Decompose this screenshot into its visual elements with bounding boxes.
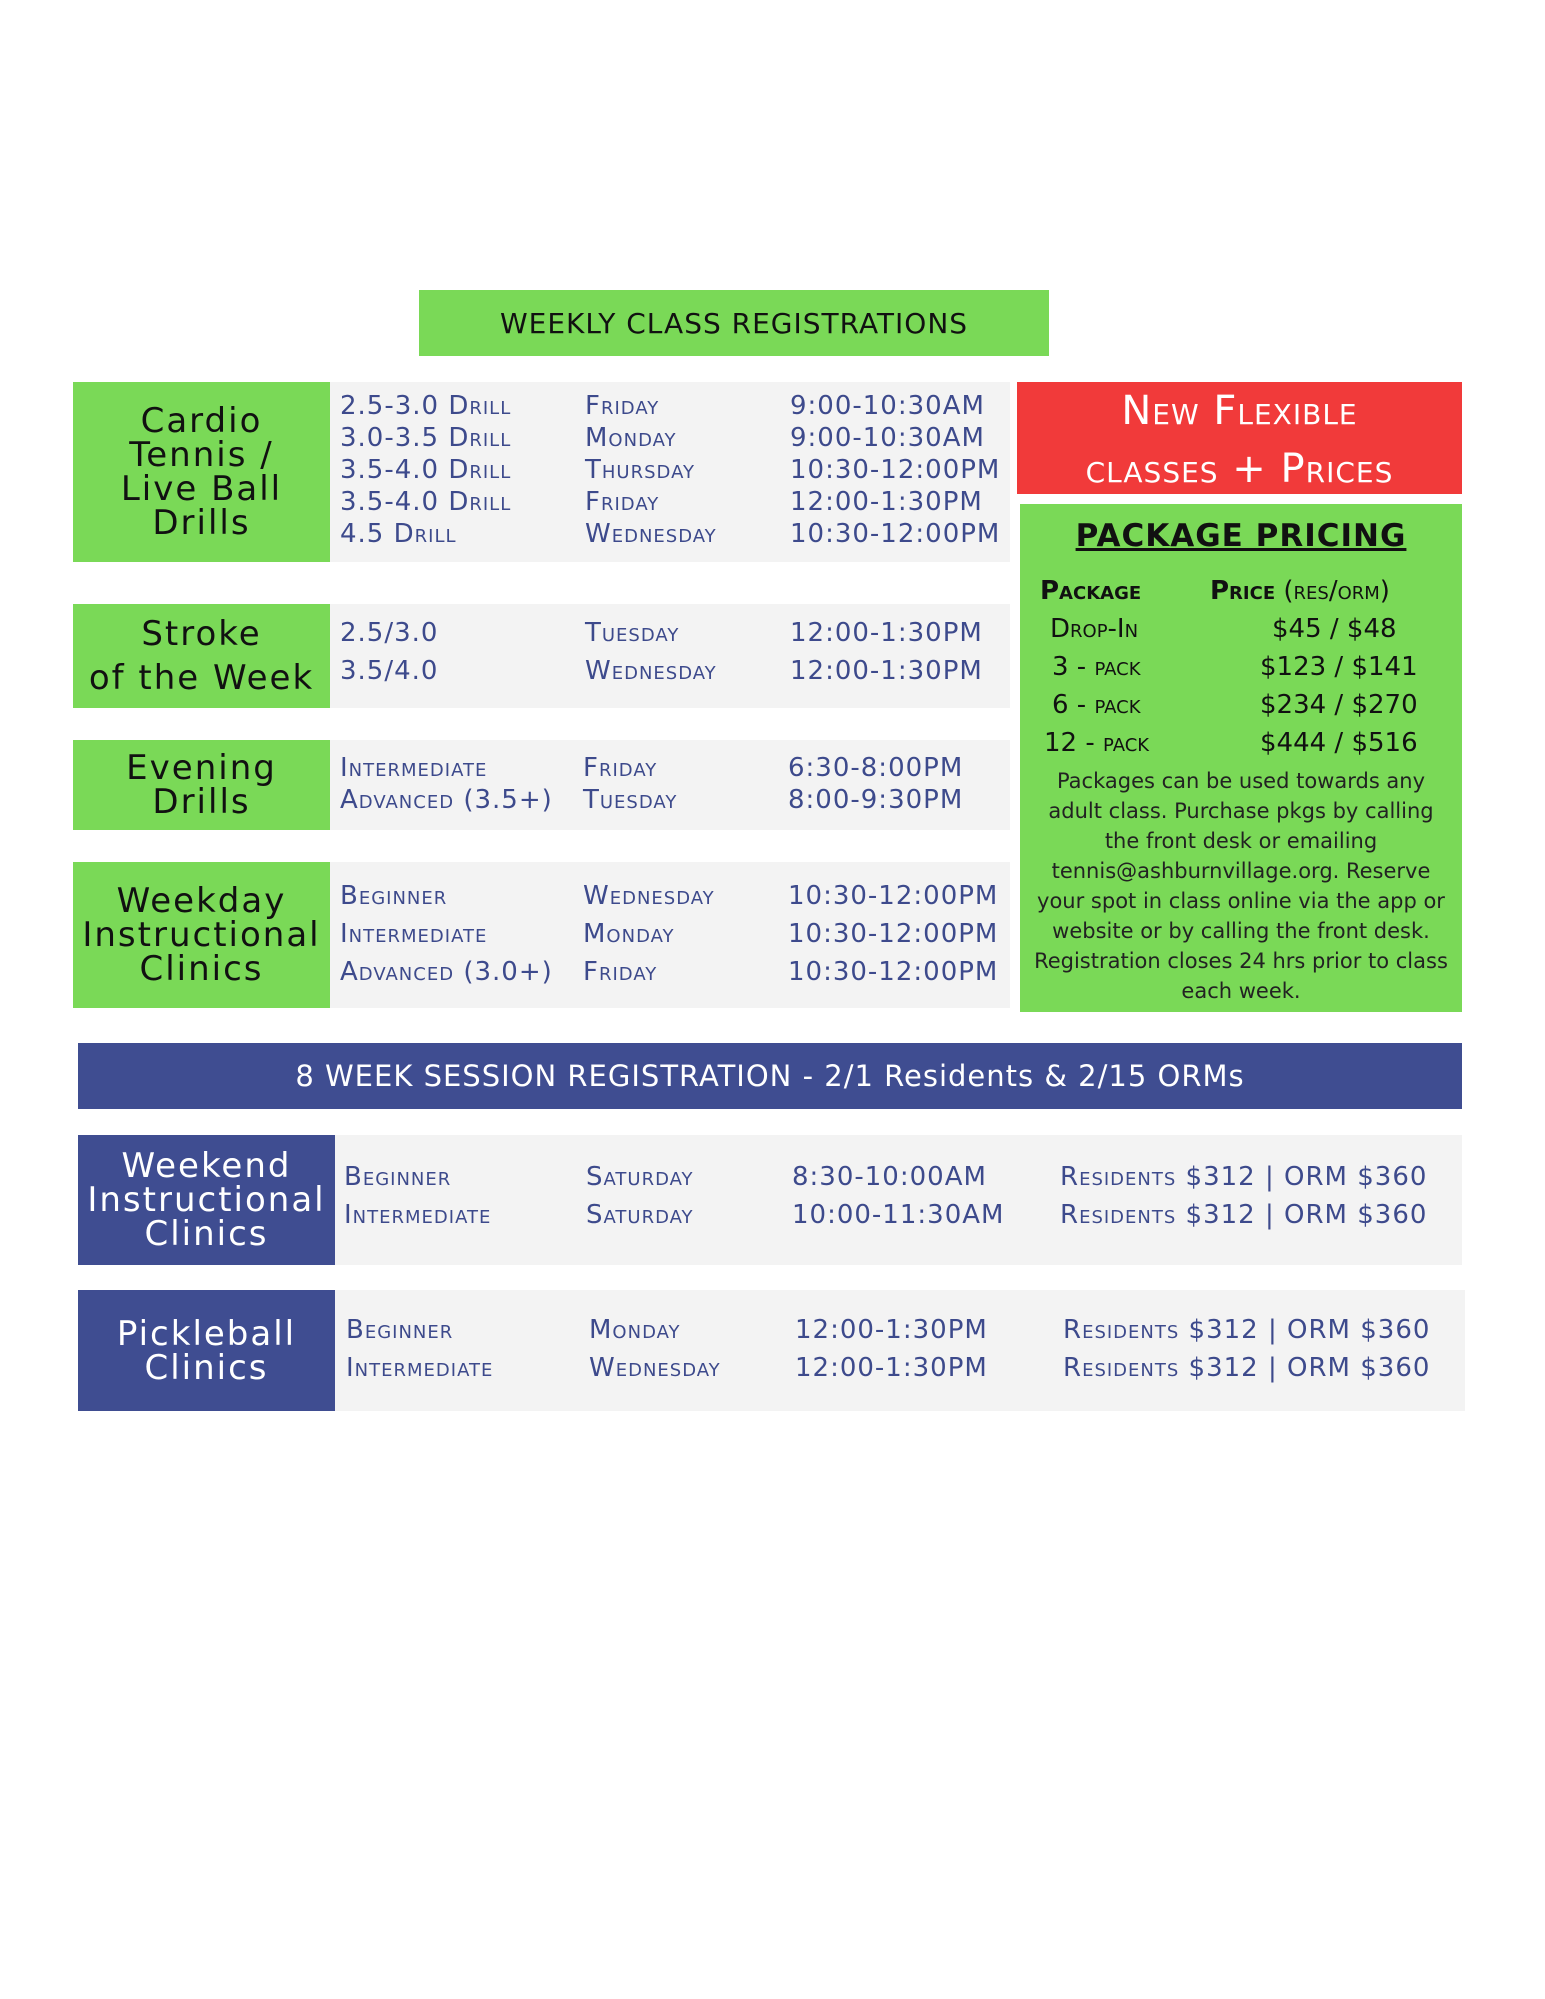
evening-time: 8:00-9:30PM (788, 785, 964, 815)
package-pricing-box (1020, 504, 1462, 1012)
weekday-day: Monday (583, 919, 675, 949)
weekday-level: Intermediate (340, 919, 488, 949)
weekend-label: Weekend Instructional Clinics (78, 1135, 335, 1265)
cardio-day: Thursday (585, 455, 695, 485)
cardio-label: Cardio Tennis / Live Ball Drills (73, 382, 330, 562)
cardio-time: 10:30-12:00PM (790, 519, 1001, 549)
stroke-day: Tuesday (585, 618, 680, 648)
pricing-package: Drop-In (1050, 614, 1139, 644)
weekend-price: Residents $312 | ORM $360 (1060, 1200, 1428, 1230)
weekly-registrations-banner: WEEKLY CLASS REGISTRATIONS (419, 290, 1049, 356)
cardio-time: 12:00-1:30PM (790, 487, 983, 517)
cardio-level: 2.5-3.0 Drill (340, 391, 512, 421)
pricing-package: 6 - pack (1052, 690, 1141, 720)
pickleball-level: Intermediate (346, 1353, 494, 1383)
pickleball-day: Monday (589, 1315, 681, 1345)
stroke-time: 12:00-1:30PM (790, 618, 983, 648)
cardio-day: Monday (585, 423, 677, 453)
evening-level: Intermediate (340, 753, 488, 783)
pricing-header-package: Package (1040, 576, 1142, 606)
pickleball-level: Beginner (346, 1315, 454, 1345)
stroke-level: 3.5/4.0 (340, 656, 439, 686)
pricing-package: 3 - pack (1052, 652, 1141, 682)
pickleball-label: Pickleball Clinics (78, 1290, 335, 1411)
weekday-level: Beginner (340, 881, 448, 911)
weekend-day: Saturday (586, 1200, 694, 1230)
stroke-day: Wednesday (585, 656, 717, 686)
weekday-day: Friday (583, 957, 658, 987)
pricing-price: $444 / $516 (1260, 728, 1418, 758)
pricing-package: 12 - pack (1044, 728, 1150, 758)
cardio-level: 4.5 Drill (340, 519, 457, 549)
pricing-price: $234 / $270 (1260, 690, 1418, 720)
stroke-time: 12:00-1:30PM (790, 656, 983, 686)
weekend-level: Beginner (344, 1162, 452, 1192)
weekend-time: 10:00-11:30AM (792, 1200, 1005, 1230)
cardio-level: 3.5-4.0 Drill (340, 455, 512, 485)
cardio-day: Friday (585, 391, 660, 421)
pricing-note: Packages can be used towards any adult class. Purchase pkgs by calling the front desk or emailing tennis@ashburnvillage.org. Reserve your spot in class online via the app or website or by calling the front desk. Registration closes 24 hrs prior to class each week. (1034, 769, 1448, 1003)
pickleball-price: Residents $312 | ORM $360 (1063, 1353, 1431, 1383)
pricing-header-price-label: Price (1210, 576, 1276, 606)
cardio-level: 3.0-3.5 Drill (340, 423, 512, 453)
cardio-time: 9:00-10:30AM (790, 391, 985, 421)
pickleball-section (335, 1290, 1465, 1411)
pricing-header-price-sub: (res/orm) (1283, 576, 1390, 606)
weekday-time: 10:30-12:00PM (788, 919, 999, 949)
cardio-day: Wednesday (585, 519, 717, 549)
cardio-time: 9:00-10:30AM (790, 423, 985, 453)
stroke-level: 2.5/3.0 (340, 618, 439, 648)
weekday-time: 10:30-12:00PM (788, 957, 999, 987)
cardio-level: 3.5-4.0 Drill (340, 487, 512, 517)
session-registration-banner: 8 WEEK SESSION REGISTRATION - 2/1 Residents & 2/15 ORMs (78, 1043, 1462, 1109)
pricing-price: $123 / $141 (1260, 652, 1418, 682)
weekend-level: Intermediate (344, 1200, 492, 1230)
weekday-label: Weekday Instructional Clinics (73, 862, 330, 1008)
evening-day: Friday (583, 753, 658, 783)
cardio-day: Friday (585, 487, 660, 517)
weekend-time: 8:30-10:00AM (792, 1162, 987, 1192)
cardio-time: 10:30-12:00PM (790, 455, 1001, 485)
weekday-day: Wednesday (583, 881, 715, 911)
evening-level: Advanced (3.5+) (340, 785, 553, 815)
pickleball-price: Residents $312 | ORM $360 (1063, 1315, 1431, 1345)
evening-time: 6:30-8:00PM (788, 753, 964, 783)
weekend-day: Saturday (586, 1162, 694, 1192)
pickleball-time: 12:00-1:30PM (795, 1353, 988, 1383)
evening-label: Evening Drills (73, 740, 330, 830)
stroke-label: Stroke of the Week (73, 604, 330, 708)
weekend-price: Residents $312 | ORM $360 (1060, 1162, 1428, 1192)
pricing-header-price (1210, 576, 1390, 606)
evening-day: Tuesday (583, 785, 678, 815)
weekday-level: Advanced (3.0+) (340, 957, 553, 987)
weekday-time: 10:30-12:00PM (788, 881, 999, 911)
pricing-title: PACKAGE PRICING (1075, 518, 1407, 554)
pricing-price: $45 / $48 (1272, 614, 1397, 644)
new-flexible-banner: New Flexible classes + Prices (1017, 382, 1462, 494)
pickleball-time: 12:00-1:30PM (795, 1315, 988, 1345)
pickleball-day: Wednesday (589, 1353, 721, 1383)
